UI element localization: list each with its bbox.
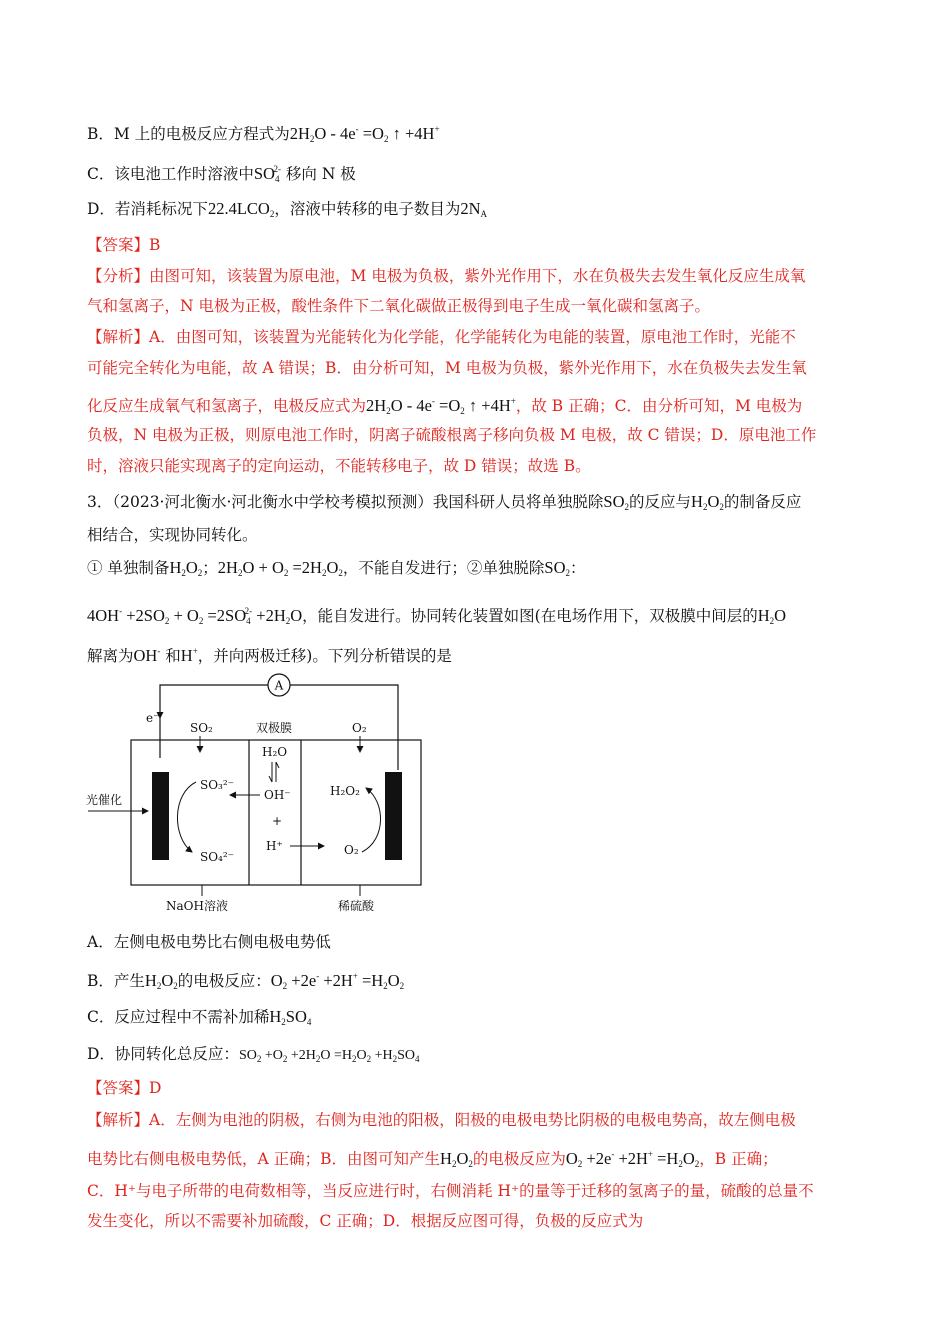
- answer-value: B: [149, 236, 161, 254]
- explain-text: ，故 B 正确；C．由分析可知，M 电极为: [515, 397, 803, 415]
- option-b-prev: [87, 118, 440, 150]
- explain-tag: 【解析】: [87, 1111, 150, 1129]
- formula: $2H_2O - 4e^- =O_2$ ↑ +4H+: [289, 124, 440, 144]
- h2o2-label: H₂O₂: [330, 784, 360, 798]
- formula: $SO_2 +O_2 +2H_2O =H_2O_2 +H_2SO_4$: [238, 1048, 420, 1064]
- option-text: D．协同转化总反应：: [87, 1045, 239, 1063]
- q3-option-c: [87, 1006, 311, 1033]
- left-electrode: [152, 772, 169, 860]
- q3-line-3: [87, 557, 586, 584]
- question-text: 解离为: [87, 647, 134, 665]
- q3-line-2: 相结合，实现协同转化。: [87, 526, 258, 544]
- so2-label: SO₂: [190, 721, 213, 735]
- formula: $H_2O_2$: [691, 492, 724, 512]
- so4-label: SO₄²⁻: [200, 850, 235, 864]
- analysis-text: 由图可知，该装置为原电池，M 电极为负极，紫外光作用下，水在负极失去发生氧化反应生成氧: [149, 267, 806, 285]
- question-text: ① 单独制备: [87, 559, 170, 577]
- answer-value: D: [149, 1079, 162, 1097]
- membrane-label: 双极膜: [256, 721, 293, 735]
- explain-q3-line-3: C．H⁺与电子所带的电荷数相等，当反应进行时，右侧消耗 H⁺的量等于迁移的氢离子的量，硫酸的总量不: [87, 1182, 814, 1200]
- analysis-tag: 【分析】: [87, 267, 150, 285]
- question-text: ，并向两极迁移)。下列分析错误的是: [197, 647, 452, 665]
- explain-text: 电势比右侧电极电势低，A 正确；B．由图可知产生: [87, 1150, 441, 1168]
- q3-line-5: [87, 640, 452, 667]
- option-text: C．该电池工作时溶液中: [87, 165, 254, 183]
- formula: $H_2SO_4$: [269, 1007, 312, 1027]
- explain-text: A．左侧为电池的阴极，右侧为电池的阳极，阳极的电极电势比阴极的电极电势高，故左侧电极: [149, 1111, 796, 1129]
- water-label: H₂O: [262, 745, 288, 759]
- option-text: C．反应过程中不需补加稀: [87, 1008, 270, 1026]
- option-d-prev: [87, 198, 487, 225]
- explain-text: 化反应生成氧气和氢离子，电极反应式为: [87, 397, 367, 415]
- option-c-prev: [87, 158, 356, 190]
- oh-label: OH⁻: [264, 788, 291, 802]
- wire-left: [160, 685, 268, 758]
- naoh-label: NaOH溶液: [166, 899, 228, 913]
- left-reaction-arrow: [177, 782, 196, 852]
- hplus-label: H⁺: [266, 839, 283, 853]
- formula: $H_2O_2$: [440, 1149, 473, 1169]
- option-text: D．若消耗标况下: [87, 200, 208, 218]
- h2so4-label: 稀硫酸: [338, 899, 375, 913]
- o2-label: O₂: [344, 843, 359, 857]
- formula: $2H_2O - 4e^- =O_2$ ↑ +4H+: [366, 396, 516, 416]
- question-text: ，能自发进行。协同转化装置如图(在电场作用下，双极膜中间层的: [302, 607, 758, 625]
- formula: $22.4LCO_2$: [207, 199, 275, 219]
- question-text: ；: [202, 559, 218, 577]
- formula: $SO_2$: [603, 492, 630, 512]
- q3-line-1: [87, 491, 801, 518]
- analysis-line-2: 气和氢离子，N 电极为正极，酸性条件下二氧化碳做正极得到电子生成一氧化碳和氢离子。: [87, 297, 710, 315]
- question-text: ，不能自发进行；②单独脱除: [342, 559, 545, 577]
- question-text: 3．（2023·河北衡水·河北衡水中学校考模拟预测）我国科研人员将单独脱除: [87, 493, 604, 511]
- explain-text: A．由图可知，该装置为光能转化为化学能，化学能转化为电能的装置，原电池工作时，光能不: [149, 328, 796, 346]
- o2-top-label: O₂: [352, 721, 367, 735]
- formula: $2N_A$: [460, 199, 487, 219]
- explain-q3-line-4: 发生变化，所以不需要补加硫酸，C 正确；D．根据反应图可得，负极的反应式为: [87, 1212, 644, 1230]
- formula: $SO_4^{2-}$: [253, 164, 281, 184]
- formula: $SO_2$: [544, 558, 570, 578]
- formula: $H_2O$: [757, 606, 787, 626]
- analysis-line-1: [87, 265, 805, 287]
- explain-prev-line-4: 负极，N 电极为正极，则原电池工作时，阴离子硫酸根离子移向负极 M 电极，故 C 错误；D．原电池工作: [87, 426, 817, 444]
- explain-text: ，B 正确；: [699, 1150, 778, 1168]
- explain-tag: 【解析】: [87, 328, 150, 346]
- explain-text: 的电极反应为: [472, 1150, 566, 1168]
- formula: $2H_2O + O_2 =2H_2O_2$: [217, 558, 343, 578]
- option-text: 移向 N 极: [280, 165, 356, 183]
- question-text: 和: [160, 647, 181, 665]
- ammeter-label: A: [274, 678, 284, 693]
- option-text: 的电极反应：: [177, 972, 271, 990]
- answer-q3: [87, 1077, 161, 1099]
- wire-right: [290, 685, 398, 770]
- formula: OH-: [133, 646, 161, 665]
- q3-option-b: [87, 965, 404, 997]
- formula: H+: [180, 646, 198, 665]
- question-text: 的制备反应: [723, 493, 802, 511]
- formula: $H_2O_2$: [144, 971, 178, 991]
- plus-label: +: [272, 814, 283, 828]
- right-electrode: [385, 772, 402, 860]
- light-label: 光催化: [86, 793, 123, 807]
- explain-q3-line-1: [87, 1109, 796, 1131]
- answer-prev: [87, 234, 160, 256]
- question-text: ：: [570, 559, 586, 577]
- formula: $O_2 +2e^- +2H^+ =H_2O_2$: [270, 971, 405, 991]
- explain-q3-line-2: [87, 1143, 778, 1175]
- explain-prev-line-5: 时，溶液只能实现离子的定向运动，不能转移电子，故 D 错误；故选 B。: [87, 457, 591, 475]
- q3-option-a: A．左侧电极电势比右侧电极电势低: [87, 933, 331, 951]
- formula: $H_2O_2$: [169, 558, 203, 578]
- explain-prev-line-3: [87, 390, 802, 422]
- right-reaction-arrow: [362, 788, 381, 852]
- cell-container: [131, 740, 421, 885]
- option-text: B．M 上的电极反应方程式为: [87, 125, 290, 143]
- explain-prev-line-1: [87, 326, 796, 348]
- question-text: 的反应与: [629, 493, 692, 511]
- electrolysis-diagram: [84, 672, 429, 917]
- electron-label: e⁻: [146, 711, 160, 725]
- so3-label: SO₃²⁻: [200, 778, 235, 792]
- answer-tag: 【答案】: [87, 1079, 150, 1097]
- answer-tag: 【答案】: [87, 236, 150, 254]
- q3-option-d: [87, 1043, 420, 1070]
- formula: $4OH^- +2SO_2 + O_2 =2SO_4^{2-} +2H_2O$: [87, 606, 303, 626]
- q3-line-4: [87, 600, 786, 632]
- option-text: ，溶液中转移的电子数目为: [274, 200, 461, 218]
- formula: $O_2 +2e^- +2H^+ =H_2O_2$: [565, 1149, 700, 1169]
- option-text: B．产生: [87, 972, 145, 990]
- explain-prev-line-2: 可能完全转化为电能，故 A 错误；B．由分析可知，M 电极为负极，紫外光作用下，水在负极失去发生氧: [87, 359, 807, 377]
